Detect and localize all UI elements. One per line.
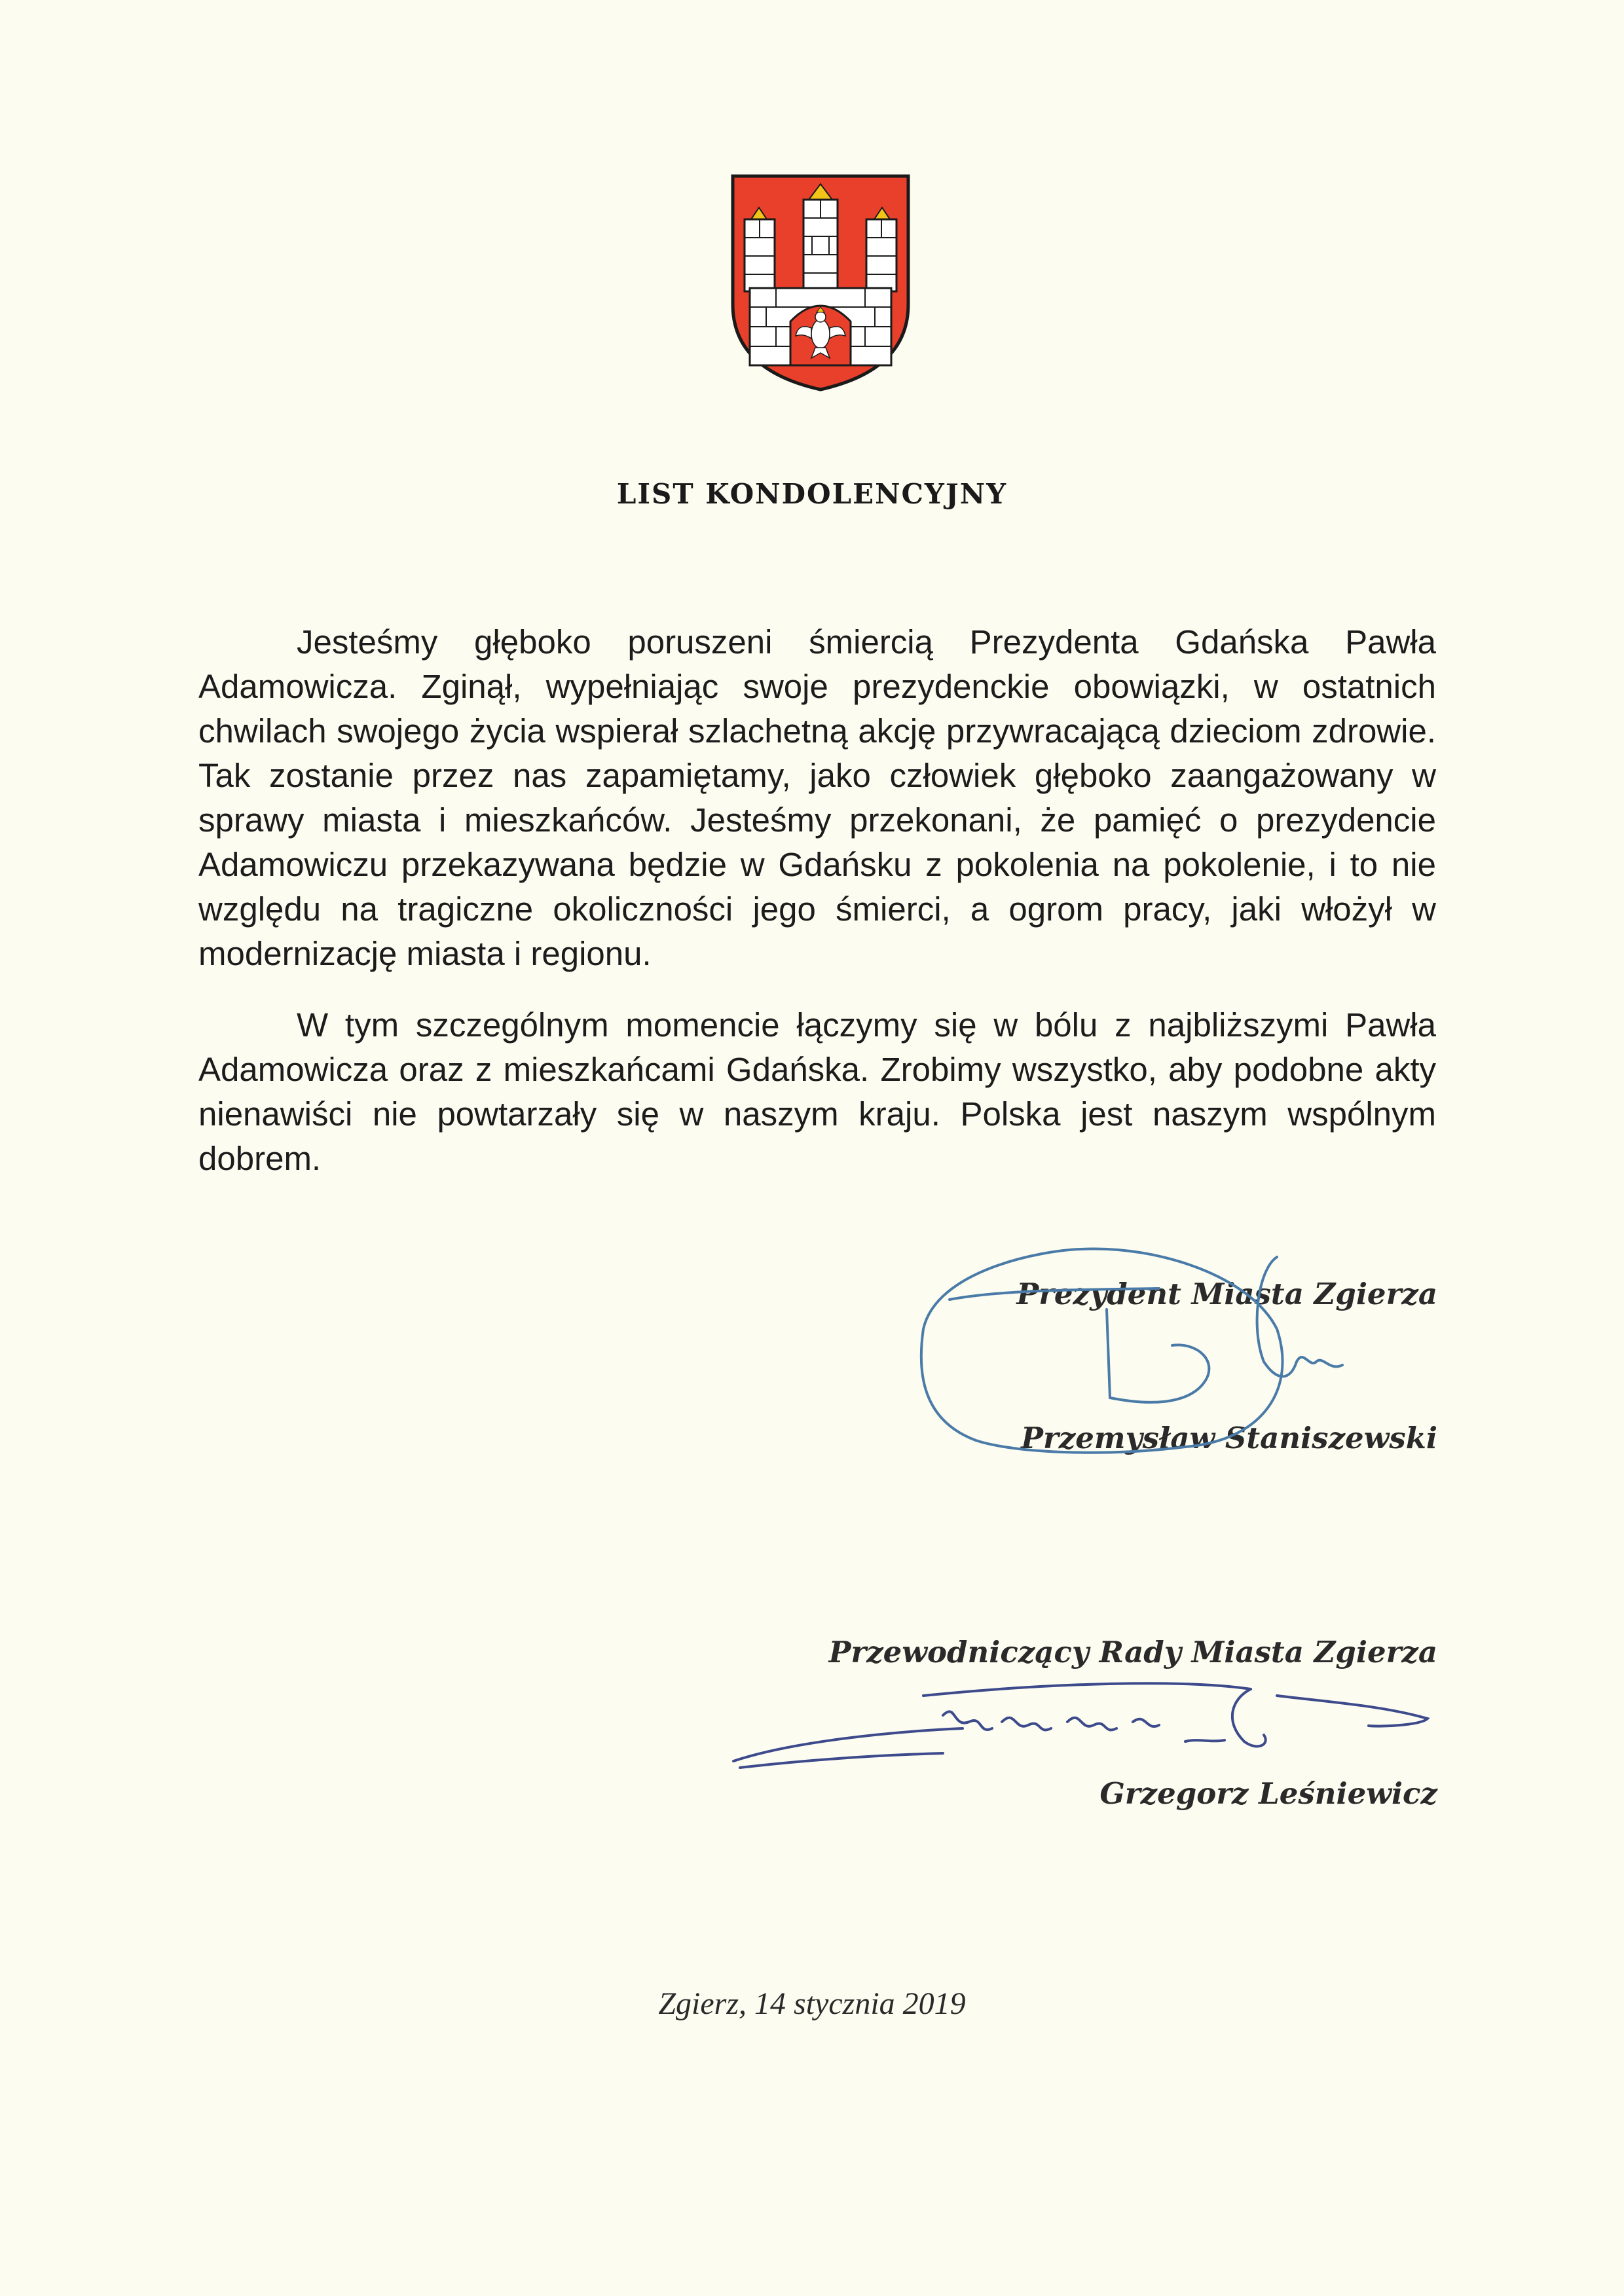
handwritten-signature-1: [910, 1231, 1460, 1480]
paragraph-2-text: W tym szczególnym momencie łączymy się w bólu z najbliższymi Pawła Adamowicza oraz z mieszkańcami Gdańska. Zrobimy wszystko, aby podobne akty nienawiści nie powtarzały się w naszym kraju. Polska jest naszym wspólnym dobrem.: [198, 1006, 1436, 1177]
paragraph-2: [198, 1003, 1436, 1181]
signatory-1-name: Przemysław Staniszewski: [1021, 1421, 1437, 1455]
signatory-1-title: Prezydent Miasta Zgierza: [1016, 1277, 1437, 1311]
handwritten-signature-2: [727, 1669, 1454, 1774]
signatory-2-name: Grzegorz Leśniewicz: [1099, 1776, 1437, 1811]
zgierz-coat-of-arms-icon: [730, 173, 911, 392]
paragraph-1: [198, 620, 1436, 976]
document-title: LIST KONDOLENCYJNY: [616, 478, 1008, 510]
signatory-2-title: Przewodniczący Rady Miasta Zgierza: [828, 1635, 1437, 1669]
paragraph-1-text: Jesteśmy głęboko poruszeni śmiercią Prezydenta Gdańska Pawła Adamowicza. Zginął, wypełniając swoje prezydenckie obowiązki, w ostatnich chwilach swojego życia wspierał szlachetną akcję przywracającą dzieciom zdrowie. Tak zostanie przez nas zapamiętamy, jako człowiek głęboko zaangażowany w sprawy miasta i mieszkańców. Jesteśmy przekonani, że pamięć o prezydencie Adamowiczu przekazywana będzie w Gdańsku z pokolenia na pokolenie, i to nie względu na tragiczne okoliczności jego śmierci, a ogrom pracy, jaki włożył w modernizację miasta i regionu.: [198, 623, 1436, 972]
place-and-date: Zgierz, 14 stycznia 2019: [658, 1986, 966, 2021]
